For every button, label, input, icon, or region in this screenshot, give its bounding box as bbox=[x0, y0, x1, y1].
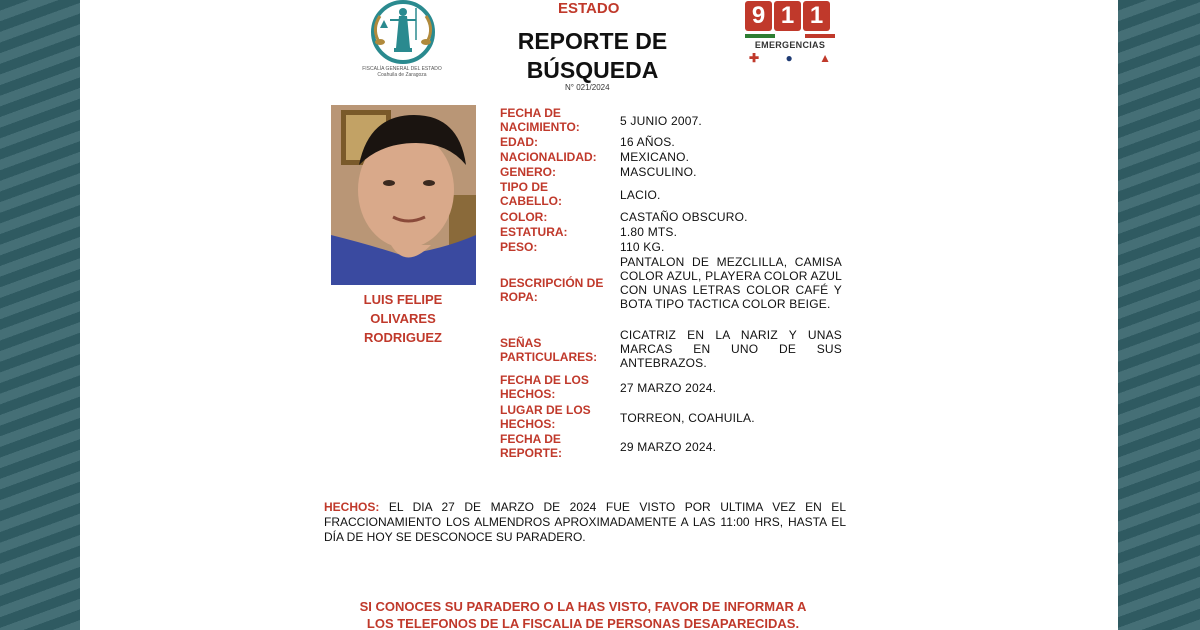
field-label-color: COLOR: bbox=[500, 210, 548, 224]
field-value-color: CASTAÑO OBSCURO. bbox=[620, 210, 748, 224]
police-cap-icon: ● bbox=[785, 51, 793, 65]
field-value-senas: CICATRIZ EN LA NARIZ Y UNAS MARCAS EN UNO DE SUS ANTEBRAZOS. bbox=[620, 328, 842, 370]
fire-icon: ▲ bbox=[819, 51, 831, 65]
hechos-label: HECHOS: bbox=[324, 500, 380, 514]
field-value-nacimiento: 5 JUNIO 2007. bbox=[620, 114, 702, 128]
emergency-icons bbox=[745, 52, 835, 64]
field-value-cabello: LACIO. bbox=[620, 188, 661, 202]
field-label-lugar: LUGAR DE LOS HECHOS: bbox=[500, 403, 591, 431]
logo-caption bbox=[352, 66, 452, 78]
left-teal-border bbox=[0, 0, 80, 630]
field-label-genero: GENERO: bbox=[500, 165, 557, 179]
field-label-edad: EDAD: bbox=[500, 135, 538, 149]
field-value-nacionalidad: MEXICANO. bbox=[620, 150, 690, 164]
missing-person-photo bbox=[331, 105, 476, 285]
field-label-reporte: FECHA DE REPORTE: bbox=[500, 432, 563, 460]
field-value-ropa: PANTALON DE MEZCLILLA, CAMISA COLOR AZUL, PLAYERA COLOR AZUL CON UNAS LETRAS COLOR CAFÉ Y BOTA TIPO TACTICA COLOR BEIGE. bbox=[620, 255, 842, 311]
right-teal-border bbox=[1118, 0, 1200, 630]
digit-1: 1 bbox=[774, 1, 801, 31]
missing-person-name bbox=[348, 290, 458, 347]
digit-1b: 1 bbox=[803, 1, 830, 31]
field-label-ropa: DESCRIPCIÓN DE ROPA: bbox=[500, 276, 604, 304]
emergency-911-logo bbox=[745, 1, 835, 65]
estado-heading: ESTADO bbox=[558, 0, 620, 17]
emergency-digits bbox=[745, 1, 835, 31]
field-label-nacionalidad: NACIONALIDAD: bbox=[500, 150, 597, 164]
report-number: N° 021/2024 bbox=[565, 83, 610, 92]
logo-caption-line1: FISCALÍA GENERAL DEL ESTADO bbox=[362, 66, 442, 72]
name-line1: LUIS FELIPE bbox=[363, 292, 443, 307]
field-value-fecha-hechos: 27 MARZO 2024. bbox=[620, 381, 717, 395]
field-label-fecha-hechos: FECHA DE LOS HECHOS: bbox=[500, 373, 589, 401]
name-line2: OLIVARES bbox=[370, 311, 436, 326]
person-portrait-icon bbox=[331, 105, 476, 285]
field-label-estatura: ESTATURA: bbox=[500, 225, 568, 239]
field-value-edad: 16 AÑOS. bbox=[620, 135, 675, 149]
field-value-lugar: TORREON, COAHUILA. bbox=[620, 411, 755, 425]
field-value-estatura: 1.80 MTS. bbox=[620, 225, 678, 239]
hechos-text: EL DIA 27 DE MARZO DE 2024 FUE VISTO POR ULTIMA VEZ EN EL FRACCIONAMIENTO LOS ALMENDROS APROXIMADAMENTE A LAS 11:00 HRS, HASTA EL DÍA DE HOY SE DESCONOCE SU PARADERO. bbox=[324, 500, 846, 544]
hechos-paragraph bbox=[324, 500, 846, 545]
flag-stripe bbox=[745, 34, 835, 38]
name-line3: RODRIGUEZ bbox=[364, 330, 442, 345]
footer-line1: SI CONOCES SU PARADERO O LA HAS VISTO, FAVOR DE INFORMAR A bbox=[359, 599, 807, 614]
field-value-reporte: 29 MARZO 2024. bbox=[620, 440, 717, 454]
search-report-sheet bbox=[80, 0, 1118, 630]
contact-call-to-action bbox=[318, 598, 848, 630]
logo-caption-line2: Coahuila de Zaragoza bbox=[377, 72, 427, 78]
field-value-peso: 110 KG. bbox=[620, 240, 665, 254]
medical-cross-icon: ✚ bbox=[749, 51, 760, 65]
field-label-nacimiento: FECHA DE NACIMIENTO: bbox=[500, 106, 580, 134]
field-value-genero: MASCULINO. bbox=[620, 165, 697, 179]
footer-line2: LOS TELEFONOS DE LA FISCALIA DE PERSONAS DESAPARECIDAS. bbox=[366, 616, 800, 630]
field-label-cabello: TIPO DE CABELLO: bbox=[500, 180, 562, 208]
field-label-senas: SEÑAS PARTICULARES: bbox=[500, 336, 598, 364]
title-line2: BÚSQUEDA bbox=[526, 57, 659, 83]
emergency-label: EMERGENCIAS bbox=[754, 40, 826, 50]
digit-9: 9 bbox=[745, 1, 772, 31]
field-label-peso: PESO: bbox=[500, 240, 538, 254]
page-title bbox=[495, 27, 690, 85]
title-line1: REPORTE DE bbox=[517, 28, 668, 54]
